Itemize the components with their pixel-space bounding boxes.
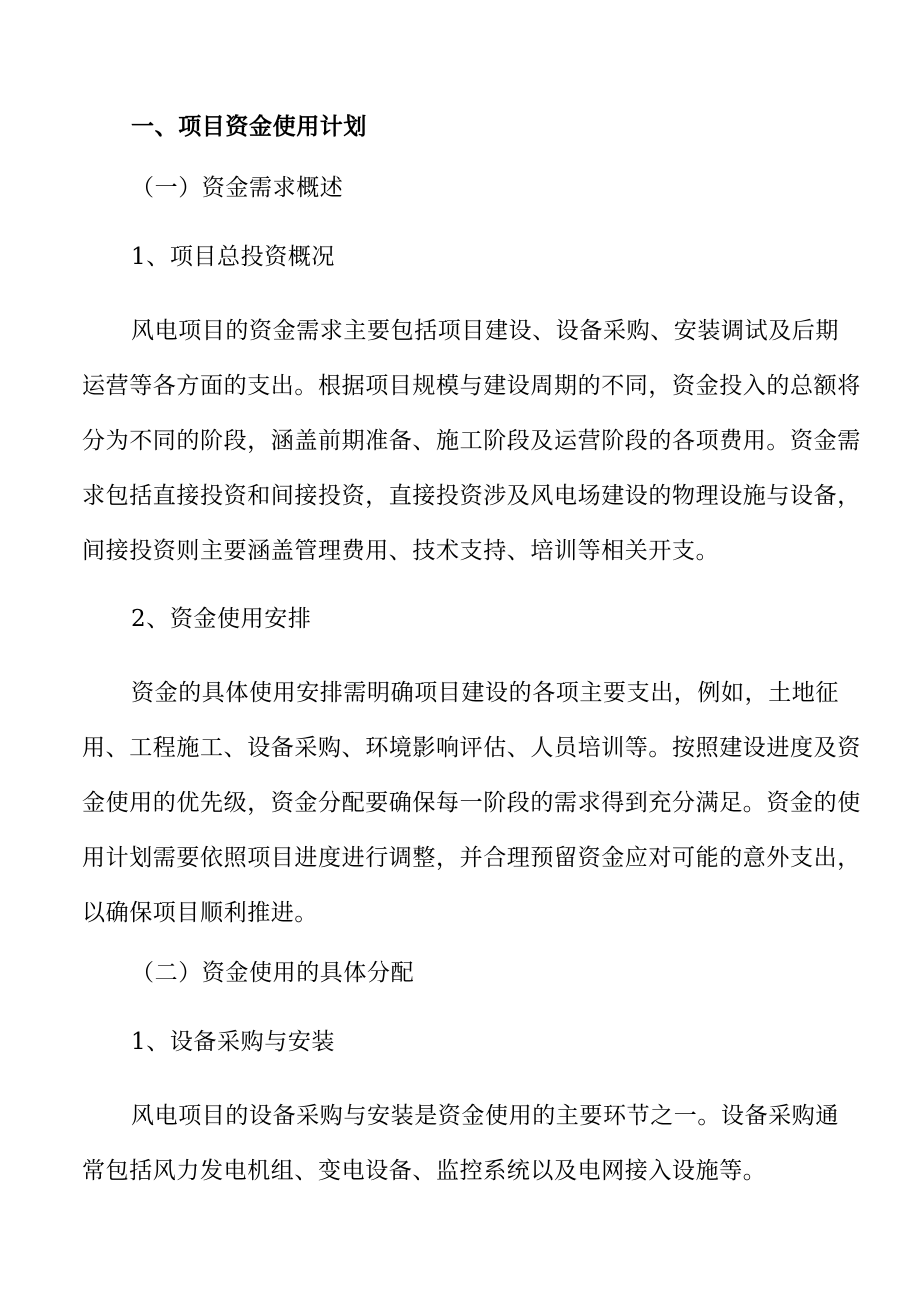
paragraph-line: 用计划需要依照项目进度进行调整，并合理预留资金应对可能的意外支出，: [82, 845, 861, 871]
paragraph-line: 运营等各方面的支出。根据项目规模与建设周期的不同，资金投入的总额将: [82, 373, 861, 399]
paragraph-line: 以确保项目顺利推进。: [82, 900, 318, 926]
paragraph-line: 间接投资则主要涵盖管理费用、技术支持、培训等相关开支。: [82, 538, 720, 564]
paragraph-line: 求包括直接投资和间接投资，直接投资涉及风电场建设的物理设施与设备，: [82, 483, 861, 509]
paragraph-line: 常包括风力发电机组、变电设备、监控系统以及电网接入设施等。: [82, 1158, 767, 1184]
paragraph-line: 风电项目的设备采购与安装是资金使用的主要环节之一。设备采购通: [131, 1103, 839, 1129]
paragraph-line: 金使用的优先级，资金分配要确保每一阶段的需求得到充分满足。资金的使: [82, 790, 861, 816]
paragraph-line: 风电项目的资金需求主要包括项目建设、设备采购、安装调试及后期: [131, 318, 839, 344]
section-heading-2: （二）资金使用的具体分配: [131, 960, 415, 986]
paragraph-line: 分为不同的阶段，涵盖前期准备、施工阶段及运营阶段的各项费用。资金需: [82, 428, 861, 454]
subsection-heading-1-2: 2、资金使用安排: [131, 606, 312, 632]
paragraph-line: 资金的具体使用安排需明确项目建设的各项主要支出，例如，土地征: [131, 680, 839, 706]
chapter-heading: 一、项目资金使用计划: [131, 113, 367, 140]
subsection-heading-1-1: 1、项目总投资概况: [131, 244, 336, 270]
subsection-heading-2-1: 1、设备采购与安装: [131, 1029, 336, 1055]
section-heading-1: （一）资金需求概述: [131, 175, 344, 201]
paragraph-line: 用、工程施工、设备采购、环境影响评估、人员培训等。按照建设进度及资: [82, 735, 861, 761]
